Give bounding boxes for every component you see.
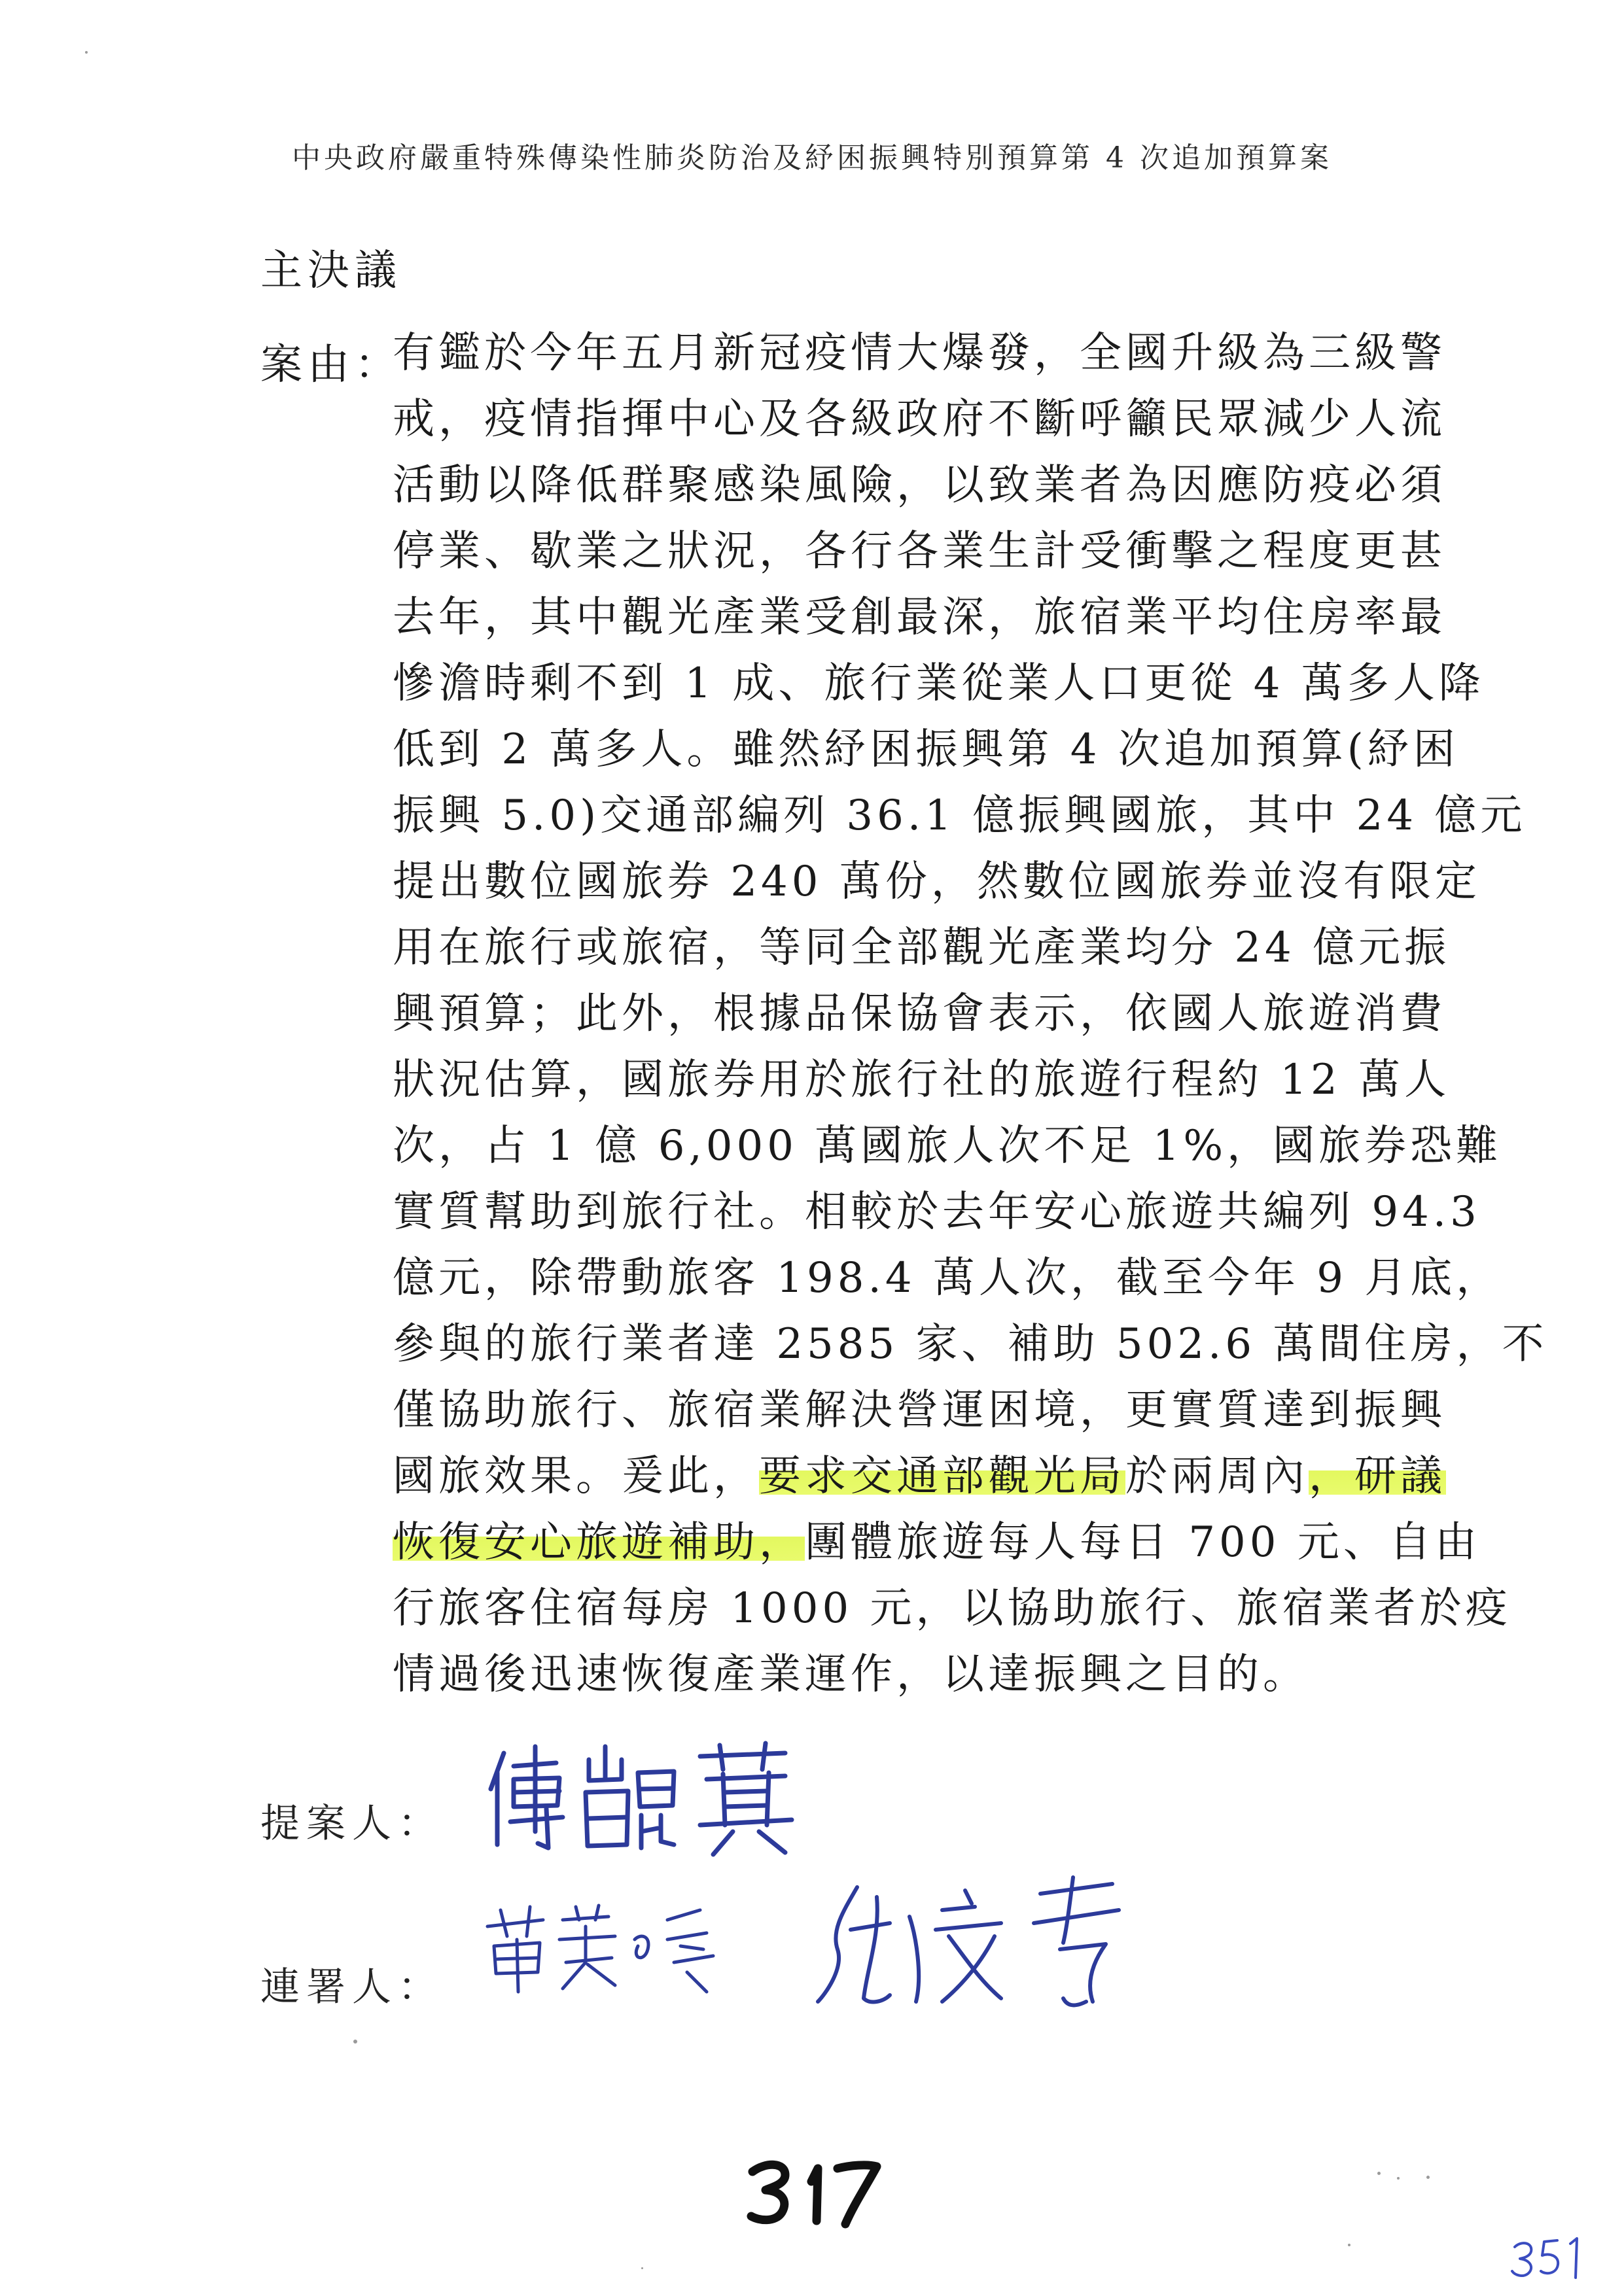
highlighted-text: ，研議 (1309, 1452, 1446, 1501)
case-line: 狀況估算，國旅券用於旅行社的旅遊行程約 12 萬人 (393, 1056, 1451, 1104)
case-line: 去年，其中觀光產業受創最深，旅宿業平均住房率最 (393, 593, 1446, 642)
scan-speck (641, 2267, 643, 2269)
scan-speck (1377, 2172, 1381, 2175)
case-line: 實質幫助到旅行社。相較於去年安心旅遊共編列 94.3 (393, 1188, 1481, 1236)
case-line: 次，占 1 億 6,000 萬國旅人次不足 1%，國旅券恐難 (393, 1122, 1502, 1170)
corner-page-number (1508, 2231, 1593, 2283)
case-line: 停業、歇業之狀況，各行各業生計受衝擊之程度更甚 (393, 527, 1446, 576)
case-line-highlighted (393, 1444, 1446, 1510)
page-number-stamp (739, 2152, 890, 2231)
scan-speck (85, 51, 88, 54)
proposer-signature (478, 1733, 831, 1858)
case-line: 億元，除帶動旅客 198.4 萬人次，截至今年 9 月底， (393, 1254, 1502, 1302)
case-line: 興預算；此外，根據品保協會表示，依國人旅遊消費 (393, 990, 1446, 1038)
case-line: 僅協助旅行、旅宿業解決營運困境，更實質達到振興 (393, 1386, 1446, 1435)
case-line-highlighted (393, 1510, 1481, 1576)
case-text: 團體旅遊每人每日 700 元、自由 (805, 1518, 1481, 1567)
section-title: 主決議 (260, 247, 402, 295)
case-line: 慘澹時剩不到 1 成、旅行業從業人口更從 4 萬多人降 (393, 659, 1485, 708)
highlighted-text: 恢復安心旅遊補助， (393, 1518, 805, 1567)
case-body (393, 321, 1548, 1708)
case-line: 振興 5.0)交通部編列 36.1 億振興國旅，其中 24 億元 (393, 791, 1527, 840)
cosigner-signature-1 (478, 1900, 726, 1998)
case-line: 提出數位國旅券 240 萬份，然數位國旅券並沒有限定 (393, 858, 1481, 906)
cosigner-label: 連署人： (260, 1964, 444, 2010)
case-line: 有鑑於今年五月新冠疫情大爆發，全國升級為三級警 (393, 329, 1446, 377)
scan-speck (1348, 2244, 1350, 2246)
case-line: 情過後迅速恢復產業運作，以達振興之目的。 (393, 1650, 1309, 1699)
case-line: 參與的旅行業者達 2585 家、補助 502.6 萬間住房，不 (393, 1320, 1548, 1368)
highlighted-text: 要求交通部觀光局 (759, 1452, 1125, 1501)
case-text: 於兩周內 (1125, 1452, 1309, 1501)
case-line: 行旅客住宿每房 1000 元，以協助旅行、旅宿業者於疫 (393, 1584, 1511, 1633)
scan-speck (1397, 2177, 1400, 2180)
case-line: 戒，疫情指揮中心及各級政府不斷呼籲民眾減少人流 (393, 395, 1446, 444)
proposer-label: 提案人： (260, 1801, 444, 1847)
case-text: 國旅效果。爰此， (393, 1452, 759, 1501)
scan-speck (1426, 2176, 1430, 2179)
cosigner-signature-2 (805, 1871, 1145, 2021)
scan-speck (353, 2040, 357, 2044)
case-line: 用在旅行或旅宿，等同全部觀光產業均分 24 億元振 (393, 924, 1451, 972)
document-header: 中央政府嚴重特殊傳染性肺炎防治及紓困振興特別預算第 4 次追加預算案 (292, 141, 1332, 175)
case-line: 活動以降低群聚感染風險，以致業者為因應防疫必須 (393, 461, 1446, 510)
case-line: 低到 2 萬多人。雖然紓困振興第 4 次追加預算(紓困 (393, 725, 1459, 774)
case-label: 案由： (260, 341, 402, 389)
